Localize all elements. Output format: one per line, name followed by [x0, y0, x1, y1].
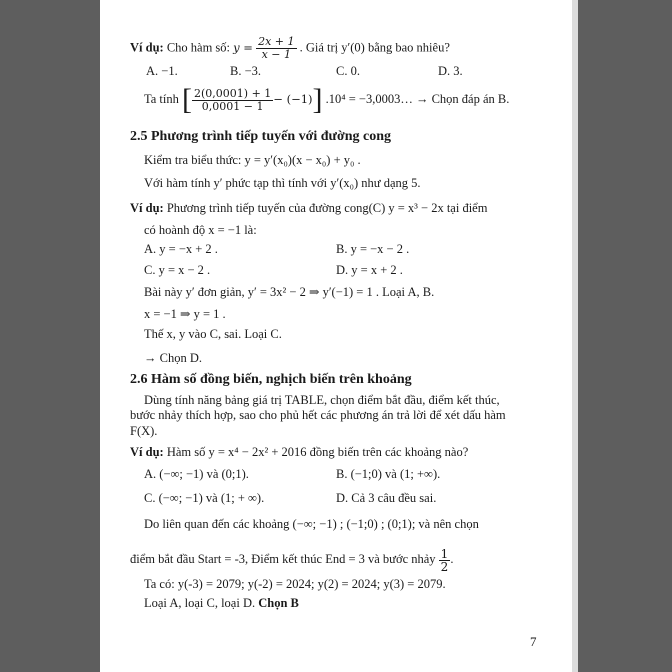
solution-line: Bài này y′ đơn giản, y′ = 3x² − 2 ⇒ y′(−1) = 1 . Loại A, B. — [144, 285, 435, 299]
solution-line: → Chọn D. — [144, 351, 202, 365]
left-margin — [0, 0, 100, 672]
solution-line: Thế x, y vào C, sai. Loại C. — [144, 327, 282, 341]
ex1-question: Ví dụ: Cho hàm số: y = $\frac{2x + 1}{x - 1}$ . Giá trị y′(0) bằng bao nhiêu? — [130, 35, 450, 61]
fraction: $\frac{1}{2}$ — [440, 546, 449, 574]
option-b: B. (−1;0) và (1; +∞). — [336, 467, 441, 481]
solution-line: Loại A, loại C, loại D. Chọn B — [144, 596, 299, 610]
option-c: C. 0. — [336, 64, 360, 78]
ex2-question: Ví dụ: Phương trình tiếp tuyến của đường cong(C) y = x³ − 2x tại điểm — [130, 201, 488, 215]
option-a: A. (−∞; −1) và (0;1). — [144, 467, 249, 481]
solution-line: x = −1 ⇒ y = 1 . — [144, 307, 226, 321]
section-heading: 2.6 Hàm số đồng biến, nghịch biến trên khoảng — [130, 372, 412, 387]
option-d: D. Cả 3 câu đều sai. — [336, 491, 437, 505]
option-b: B. y = −x − 2 . — [336, 242, 410, 256]
paragraph: có hoành độ x = −1 là: — [144, 223, 257, 237]
example-label: Ví dụ: — [130, 445, 164, 459]
page-number: 7 — [530, 634, 537, 649]
option-a: A. −1. — [146, 64, 178, 78]
right-margin — [572, 0, 672, 672]
solution-line: điểm bắt đầu Start = -3, Điểm kết thúc End = 3 và bước nhảy $\frac{1}{2}$ . — [130, 546, 454, 574]
paragraph: Dùng tính năng bảng giá trị TABLE, chọn điểm bắt đầu, điểm kết thúc, — [144, 393, 500, 407]
paragraph: bước nhảy thích hợp, sao cho phủ hết các phương án trả lời để xét dấu hàm — [130, 408, 506, 422]
option-c: C. y = x − 2 . — [144, 263, 211, 277]
paragraph: Kiểm tra biểu thức: y = y′(x₀)(x − x₀) + y₀ . — [144, 153, 361, 167]
solution-line: Ta có: y(-3) = 2079; y(-2) = 2024; y(2) = 2024; y(3) = 2079. — [144, 577, 446, 591]
option-d: D. y = x + 2 . — [336, 263, 403, 277]
ex1-calc: Ta tính [ $\frac{2(0,0001) + 1}{0,0001 - 1}$ − (−1)] .10⁴ = −3,0003… → Chọn đáp án B. — [144, 83, 510, 117]
option-c: C. (−∞; −1) và (1; + ∞). — [144, 491, 265, 505]
fraction: $\frac{2x + 1}{x - 1}$ — [258, 35, 295, 61]
example-label: Ví dụ: — [130, 201, 164, 215]
option-b: B. −3. — [230, 64, 262, 78]
fraction: $\frac{2(0,0001) + 1}{0,0001 - 1}$ — [194, 86, 272, 113]
option-d: D. 3. — [438, 64, 463, 78]
paragraph: F(X). — [130, 424, 158, 438]
example-label: Ví dụ: — [130, 40, 164, 55]
ex3-question: Ví dụ: Hàm số y = x⁴ − 2x² + 2016 đồng biến trên các khoảng nào? — [130, 445, 469, 459]
solution-line: Do liên quan đến các khoảng (−∞; −1) ; (−1;0) ; (0;1); và nên chọn — [144, 517, 479, 531]
section-heading: 2.5 Phương trình tiếp tuyến với đường cong — [130, 129, 391, 144]
document-page — [100, 0, 572, 672]
paragraph: Với hàm tính y′ phức tạp thì tính với y′(x₀) như dạng 5. — [144, 176, 421, 190]
option-a: A. y = −x + 2 . — [144, 242, 218, 256]
